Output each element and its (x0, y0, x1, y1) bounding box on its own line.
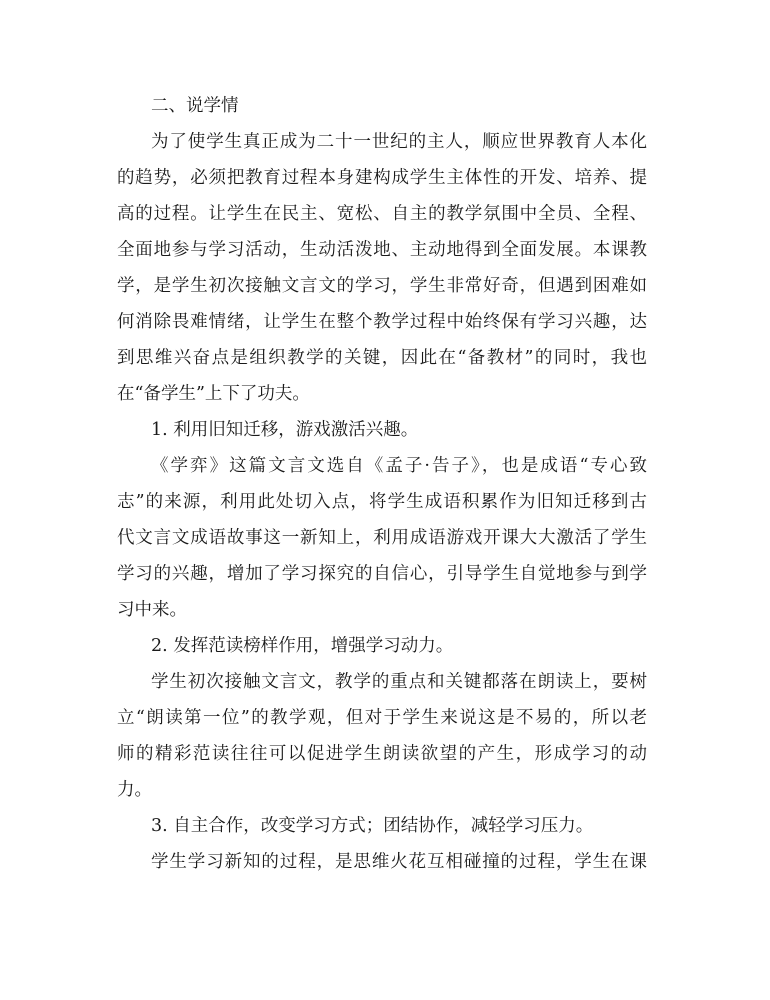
paragraph-line: 高的过程。让学生在民主、宽松、自主的教学氛围中全员、全程、 (117, 204, 647, 224)
paragraph-line: 到思维兴奋点是组织教学的关键，因此在“备教材”的同时，我也 (117, 348, 647, 368)
paragraph-line: 何消除畏难情绪，让学生在整个教学过程中始终保有学习兴趣，达 (117, 312, 647, 332)
paragraph-line: 在“备学生”上下了功夫。 (117, 384, 310, 404)
paragraph-line: 学生学习新知的过程，是思维火花互相碰撞的过程，学生在课 (151, 852, 647, 872)
paragraph-line: 全面地参与学习活动，生动活泼地、主动地得到全面发展。本课教 (117, 240, 647, 260)
paragraph-line: 为了使学生真正成为二十一世纪的主人，顺应世界教育人本化 (151, 132, 647, 152)
list-heading: 2. 发挥范读榜样作用，增强学习动力。 (151, 636, 454, 656)
paragraph-line: 学习的兴趣，增加了学习探究的自信心，引导学生自觉地参与到学 (117, 564, 647, 584)
list-heading: 1. 利用旧知迁移，游戏激活兴趣。 (151, 420, 419, 440)
paragraph-line: 代文言文成语故事这一新知上，利用成语游戏开课大大激活了学生 (117, 528, 647, 548)
paragraph-line: 《学弈》这篇文言文选自《孟子·告子》，也是成语“专心致 (151, 456, 647, 476)
paragraph-line: 学生初次接触文言文，教学的重点和关键都落在朗读上，要树 (151, 672, 647, 692)
section-heading: 二、说学情 (151, 96, 239, 116)
paragraph-line: 师的精彩范读往往可以促进学生朗读欲望的产生，形成学习的动 (117, 744, 647, 764)
paragraph-line: 的趋势，必须把教育过程本身建构成学生主体性的开发、培养、提 (117, 168, 647, 188)
paragraph-line: 学，是学生初次接触文言文的学习，学生非常好奇，但遇到困难如 (117, 276, 647, 296)
list-heading: 3. 自主合作，改变学习方式；团结协作，减轻学习压力。 (151, 816, 594, 836)
paragraph-line: 立“朗读第一位”的教学观，但对于学生来说这是不易的，所以老 (117, 708, 647, 728)
paragraph-line: 志”的来源，利用此处切入点，将学生成语积累作为旧知迁移到古 (117, 492, 647, 512)
paragraph-line: 力。 (117, 780, 152, 800)
paragraph-line: 习中来。 (117, 600, 187, 620)
